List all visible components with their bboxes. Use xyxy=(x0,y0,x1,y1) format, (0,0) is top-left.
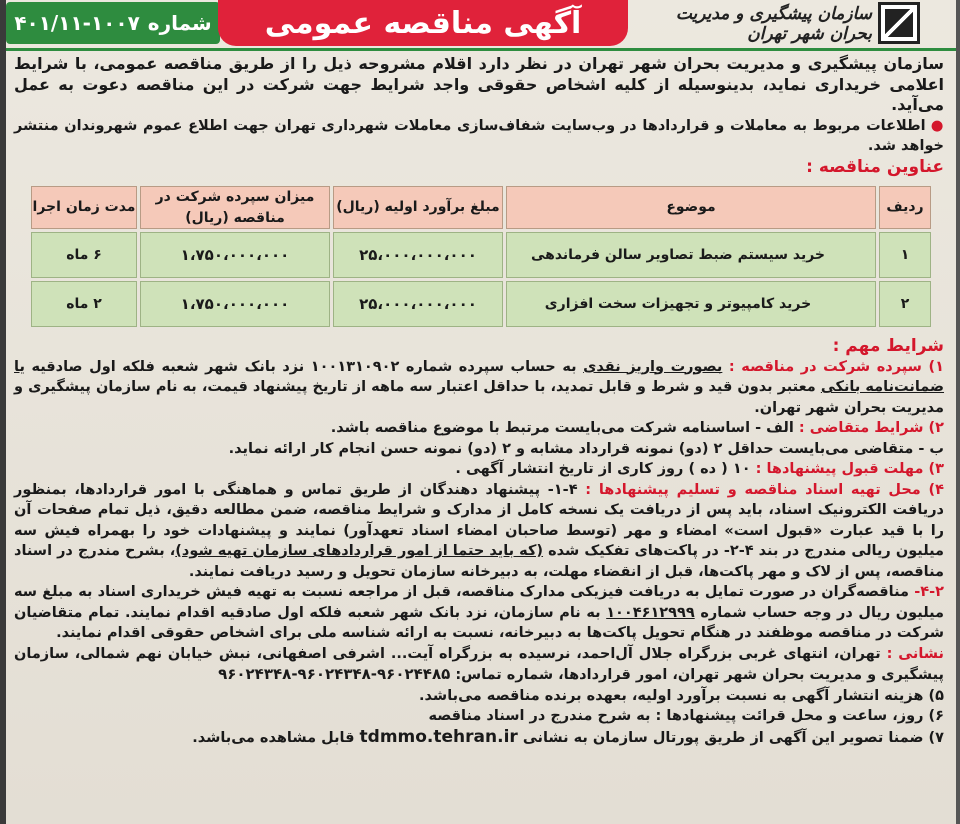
address-text: تهران، انتهای غربی بزرگراه جلال آل‌احمد، نرسیده به بزرگراه آیت‌... اشرفی اصفهانی، نبش خیابان نهم شمالی، سازمان پیشگیری و مدیریت بحران شهر تهران، امور قراردادها، شماره تماس: xyxy=(14,645,944,683)
bank-guarantee: یا ضمانت‌نامه بانکی xyxy=(14,358,945,395)
cell-row-no: ۱ xyxy=(879,232,931,278)
contracts-note: (که باید حتما از امور قراردادهای سازمان تهیه شود) xyxy=(175,543,544,559)
intro-org: سازمان پیشگیری و مدیریت بحران شهر تهران xyxy=(578,54,945,73)
cell-deposit: ۱،۷۵۰،۰۰۰،۰۰۰ xyxy=(140,281,330,327)
notice-header xyxy=(6,0,956,48)
condition-6: ۶) روز، ساعت و محل قرائت پیشنهادها : به شرح مندرج در اسناد مناقصه xyxy=(428,708,944,724)
condition-3-text: ۱۰ ( ده ) روز کاری از تاریخ انتشار آگهی . xyxy=(455,461,756,477)
notice-body xyxy=(14,54,944,748)
th-duration: مدت زمان اجرا xyxy=(31,186,137,229)
condition-2 xyxy=(14,418,944,439)
condition-3-label: ۳) مهلت قبول پیشنهادها : xyxy=(755,461,944,477)
notice-number-value: ۴۰۱/۱۱-۱۰۰۷ xyxy=(14,11,140,35)
condition-3 xyxy=(14,459,944,480)
intro-paragraph xyxy=(14,54,944,116)
condition-1-label: ۱) سپرده شرکت در مناقصه : xyxy=(728,358,944,375)
table-row xyxy=(31,232,931,278)
contact-phones: ۹۶۰۲۴۴۸۵-۹۶۰۲۴۳۴۸-۹۶۰۲۴۳۴۸ xyxy=(218,665,451,683)
cell-subject: خرید کامپیوتر و تجهیزات سخت افزاری xyxy=(506,281,876,327)
th-estimate: مبلغ برآورد اولیه (ریال) xyxy=(333,186,503,229)
condition-1-text-b: نزد بانک شهر شعبه فلکه اول صادقیه xyxy=(24,358,311,375)
portal-link[interactable]: tdmmo.tehran.ir xyxy=(359,726,518,747)
intro-text: در نظر دارد اقلام مشروحه ذیل را از طریق مناقصه عمومی، با شرایط اعلامی خریداری نماید، بدینوسیله از کلیه اشخاص حقوقی واجد شرایط جهت شرکت در این مناقصه دعوت به عمل می‌آید. xyxy=(14,54,944,114)
condition-7-text-b: قابل مشاهده می‌باشد. xyxy=(192,729,360,746)
table-row xyxy=(31,281,931,327)
intro-note-text: اطلاعات مربوط به معاملات و قراردادها در وب‌سایت شفاف‌سازی معاملات شهرداری تهران جهت اطلاع عموم شهروندان منتشر خواهد شد. xyxy=(14,117,944,154)
cell-deposit: ۱،۷۵۰،۰۰۰،۰۰۰ xyxy=(140,232,330,278)
condition-2b: ب - متقاضی می‌بایست حداقل ۲ (دو) نمونه قرارداد مشابه و ۲ (دو) نمونه حسن انجام کار ارائه نماید. xyxy=(228,440,944,457)
condition-1-text-a: به حساب سپرده شماره xyxy=(399,358,584,375)
header-divider xyxy=(6,48,956,51)
address-paragraph xyxy=(14,644,944,686)
address-label: نشانی : xyxy=(886,645,945,662)
condition-1-text-c: معتبر بدون قید و شرط و قابل تمدید، با حداقل اعتبار سه ماهه از تاریخ پیشنهاد قیمت، به نام سازمان پیشگیری و مدیریت بحران شهر تهران. xyxy=(14,379,944,416)
condition-2a: الف - اساسنامه شرکت می‌بایست مرتبط با موضوع مناقصه باشد. xyxy=(330,420,799,436)
condition-4-2 xyxy=(14,582,944,644)
condition-4-2-text-b: به نام سازمان، نزد بانک شهر شعبه فلکه اول صادقیه اقدام نمایند. تمام متقاضیان شرکت در مناقصه موظفند در هنگام تحویل پاکت‌ها به دبیرخانه، نسبت به ارائه شناسه ملی برای اشخاص حقوقی اقدام نمایند. xyxy=(14,604,944,641)
intro-note xyxy=(14,116,944,157)
condition-4-text-c: ، بشرح مندرج در اسناد مناقصه، پس از لاک و مهر پاکت‌ها، قبل از انقضاء مهلت، به دبیرخانه سازمان تحویل و رسید دریافت نمایند. xyxy=(14,543,944,580)
condition-1 xyxy=(14,357,944,419)
condition-7 xyxy=(14,727,944,749)
condition-2-label: ۲) شرایط متقاضی : xyxy=(798,420,944,436)
bullet-icon: ● xyxy=(930,117,945,134)
deposit-account: ۱۰۰۱۳۱۰۹۰۲ xyxy=(310,358,400,375)
cell-duration: ۶ ماه xyxy=(31,232,137,278)
accept-phrase: «قبول است» xyxy=(724,522,823,539)
condition-5: ۵) هزینه انتشار آگهی به نسبت برآورد اولیه، بعهده برنده مناقصه می‌باشد. xyxy=(419,687,944,704)
cell-estimate: ۲۵،۰۰۰،۰۰۰،۰۰۰ xyxy=(333,232,503,278)
condition-4 xyxy=(14,480,944,583)
condition-4-text-b: امضاء و مهر (توسط صاحبان امضاء اسناد تعهدآور) نمایند و پیشنهادات خود را بهمراه فیش سه میلیون ریالی مندرج در بند ۴-۲- در پاکت‌های تفکیک شده xyxy=(14,522,945,559)
purchase-account: ۱۰۰۴۶۱۲۹۹۹ xyxy=(606,604,695,621)
condition-4-text-a: ۴-۱- پیشنهاد دهندگان از طریق تماس و هماهنگی با امور قراردادها، بمنظور دریافت الکترونیک اسناد، باید پس از دریافت یک نسخه کامل از مدارک و شرایط مناقصه، ضمن مطالعه دقیق، ذیل تمام صفحات آن را با قید عبارت xyxy=(14,481,945,539)
cash-deposit: بصورت واریز نقدی xyxy=(583,358,723,375)
cell-row-no: ۲ xyxy=(879,281,931,327)
org-logo-icon xyxy=(878,2,920,44)
notice-number-label: شماره xyxy=(147,11,212,35)
org-name-header: سازمان پیشگیری و مدیریت بحران شهر تهران xyxy=(675,4,872,44)
condition-4-2-text-a: مناقصه‌گران در صورت تمایل به دریافت فیزیکی مدارک مناقصه، قبل از مراجعه نسبت به تهیه فیش خریداری اسناد به مبلغ سه میلیون ریال در وجه حساب شماره xyxy=(14,584,945,621)
tenders-table xyxy=(28,183,934,330)
condition-4-2-label: ۴-۲- xyxy=(914,584,944,600)
condition-7-text-a: ۷) ضمنا تصویر این آگهی از طریق پورتال سازمان به نشانی xyxy=(517,729,944,746)
th-deposit: میزان سپرده شرکت در مناقصه (ریال) xyxy=(140,186,330,229)
notice-title: آگهی مناقصه عمومی xyxy=(218,0,628,46)
notice-number-badge xyxy=(6,2,220,44)
cell-duration: ۲ ماه xyxy=(31,281,137,327)
th-row-no: ردیف xyxy=(879,186,931,229)
conditions-title: شرایط مهم : xyxy=(832,336,944,356)
cell-subject: خرید سیستم ضبط تصاویر سالن فرماندهی xyxy=(506,232,876,278)
cell-estimate: ۲۵،۰۰۰،۰۰۰،۰۰۰ xyxy=(333,281,503,327)
condition-4-label: ۴) محل تهیه اسناد مناقصه و تسلیم پیشنهادها : xyxy=(585,481,944,498)
tenders-title: عناوین مناقصه : xyxy=(806,156,944,177)
table-header-row xyxy=(31,186,931,229)
th-subject: موضوع xyxy=(506,186,876,229)
